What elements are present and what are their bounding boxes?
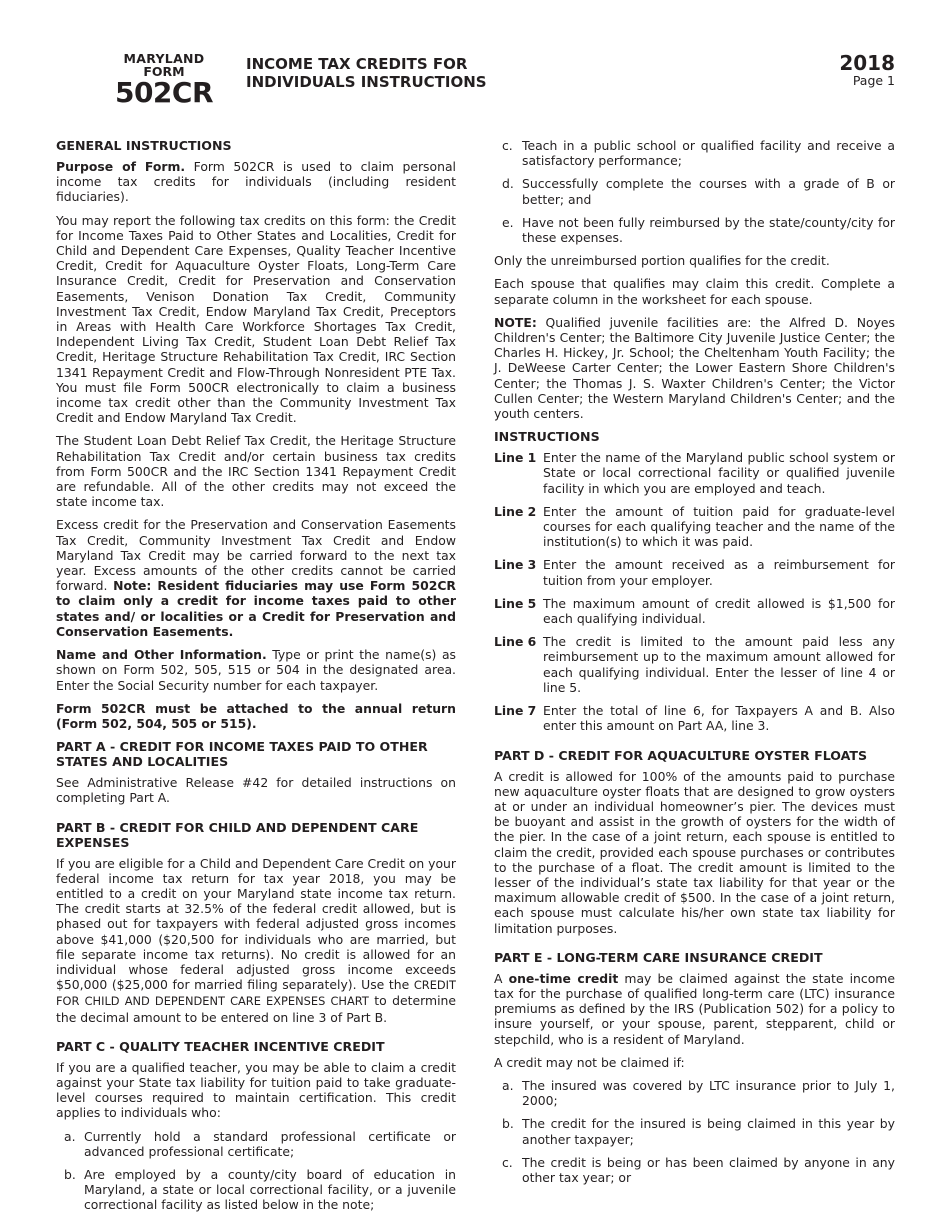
list-item: [56, 1167, 456, 1213]
instructions-heading: INSTRUCTIONS: [494, 429, 600, 445]
line-label: Line 6: [494, 634, 537, 650]
juvenile-facilities-note: [494, 315, 895, 421]
title-line-1: INCOME TAX CREDITS FOR: [246, 55, 468, 73]
chart-reference: CREDIT FOR CHILD AND DEPENDENT CARE EXPENSES CHART: [56, 978, 456, 1009]
name-info-label: Name and Other Information.: [56, 647, 267, 663]
fiduciary-note: Note: Resident fiduciaries may use Form 502CR to claim only a credit for income taxes paid to other states and/ or localities or a Credit for Preservation and Conservation Easements.: [56, 578, 456, 639]
list-item-text: The credit is being or has been claimed by anyone in any other tax year; or: [522, 1154, 895, 1185]
line-text: Enter the name of the Maryland public school system or State or local correctional facility or qualified juvenile facility in which you are employed and teach.: [543, 450, 895, 496]
part-a-heading: PART A - CREDIT FOR INCOME TAXES PAID TO OTHER STATES AND LOCALITIES: [56, 739, 428, 770]
line-label: Line 5: [494, 595, 537, 611]
list-item-text: The insured was covered by LTC insurance prior to July 1, 2000;: [522, 1077, 895, 1109]
part-e-text-start: A: [494, 970, 509, 986]
list-marker: b.: [502, 1116, 514, 1132]
part-c-intro: If you are a qualified teacher, you may be able to claim a credit against your State tax liability for tuition paid to take graduate-level courses required to maintain certification. This credit applies to individuals who:: [56, 1059, 456, 1121]
list-marker: d.: [502, 176, 514, 192]
note-label: NOTE:: [494, 314, 537, 330]
right-column: [494, 138, 895, 1193]
form-label: FORM: [143, 64, 185, 79]
list-marker: b.: [64, 1166, 76, 1182]
list-item-text: Have not been fully reimbursed by the state/county/city for these expenses.: [522, 214, 895, 246]
list-item: [56, 1129, 456, 1159]
purpose-text: Form 502CR is used to claim personal income tax credits for individuals (including resident fiduciaries).: [56, 159, 456, 205]
list-marker: a.: [64, 1128, 76, 1144]
list-item: [494, 1116, 895, 1146]
line-label: Line 2: [494, 503, 537, 519]
list-item-text: Are employed by a county/city board of education in Maryland, a state or local correctional facility, or a juvenile correctional facility as listed below in the note;: [84, 1166, 456, 1213]
general-instructions-heading: GENERAL INSTRUCTIONS: [56, 138, 232, 153]
part-e-text-rest: may be claimed against the state income tax for the purchase of qualified long-term care (LTC) insurance premiums as defined by the IRS (Publication 502) for a policy to insure yourself, or your spouse, parent, stepparent, child or stepchild, who is a resident of Maryland.: [494, 970, 895, 1047]
part-c-heading: PART C - QUALITY TEACHER INCENTIVE CREDIT: [56, 1038, 385, 1054]
line-label: Line 1: [494, 450, 537, 466]
part-a-text: See Administrative Release #42 for detailed instructions on completing Part A.: [56, 775, 456, 806]
list-marker: e.: [502, 214, 514, 230]
part-e-heading: PART E - LONG-TERM CARE INSURANCE CREDIT: [494, 949, 823, 965]
list-item: [494, 1155, 895, 1185]
one-time-credit-emphasis: one-time credit: [508, 970, 619, 986]
refundable-paragraph: The Student Loan Debt Relief Tax Credit, the Heritage Structure Rehabilitation Tax Credit and/or certain business tax credits from Form 500CR and the IRC Section 1341 Repayment Credit are refundable. All of the other credits may not exceed the state income tax.: [56, 433, 456, 510]
part-b-text: If you are eligible for a Child and Dependent Care Credit on your federal income tax return for tax year 2018, you may be entitled to a credit on your Maryland state income tax return. The credit starts at 32.5% of the federal credit allowed, but is phased out for taxpayers with federal adjusted gross incomes above $41,000 ($20,500 for individuals who are married, but file separate income tax returns). No credit is allowed for an individual whose federal adjusted gross income exceeds $50,000 ($25,000 for married filing separately). Use the: [56, 855, 456, 993]
line-text: The credit is limited to the amount paid less any reimbursement up to the maximum amount allowed for each qualifying individual. Enter the lesser of line 4 or line 5.: [543, 634, 895, 695]
line-instruction: [494, 504, 895, 550]
list-marker: a.: [502, 1077, 514, 1093]
part-b-paragraph: [56, 856, 456, 1025]
list-item-text: The credit for the insured is being claimed in this year by another taxpayer;: [522, 1116, 895, 1147]
part-b-heading: PART B - CREDIT FOR CHILD AND DEPENDENT CARE EXPENSES: [56, 819, 419, 850]
tax-year: 2018: [839, 51, 895, 75]
part-d-heading: PART D - CREDIT FOR AQUACULTURE OYSTER FLOATS: [494, 747, 868, 763]
line-label: Line 3: [494, 557, 537, 573]
part-e-paragraph: [494, 971, 895, 1047]
line-instruction: [494, 703, 895, 733]
state-label: MARYLAND: [123, 51, 205, 66]
title-line-2: INDIVIDUALS INSTRUCTIONS: [246, 73, 487, 91]
line-instruction: [494, 596, 895, 626]
line-label: Line 7: [494, 703, 537, 719]
page-number: Page 1: [852, 73, 895, 88]
line-instruction: [494, 634, 895, 695]
attach-note: Form 502CR must be attached to the annual return (Form 502, 504, 505 or 515).: [56, 700, 456, 731]
spouse-note: Each spouse that qualifies may claim this credit. Complete a separate column in the worksheet for each spouse.: [494, 276, 895, 307]
line-instruction: [494, 557, 895, 587]
line-text: The maximum amount of credit allowed is $1,500 for each qualifying individual.: [543, 595, 895, 627]
excess-text: Excess credit for the Preservation and Conservation Easements Tax Credit, Community Investment Tax Credit and Endow Maryland Tax Credit may be carried forward to the next tax year. Excess amounts of the other credits cannot be carried forward.: [56, 517, 456, 594]
part-b-text-end: to determine the decimal amount to be entered on line 3 of Part B.: [56, 993, 456, 1025]
note-text: Qualified juvenile facilities are: the Alfred D. Noyes Children's Center; the Baltimore City Juvenile Justice Center; the Charles H. Hickey, Jr. School; the Cheltenham Youth Facility; the J. DeWeese Carter Center; the Lower Eastern Shore Children's Center; the Thomas J. S. Waxter Children's Center; the Victor Cullen Center; the Western Maryland Children's Center; and the youth centers.: [494, 314, 895, 422]
name-info-text: Type or print the name(s) as shown on Form 502, 505, 515 or 504 in the designated area. Enter the Social Security number for each taxpayer.: [56, 647, 456, 693]
list-item-text: Successfully complete the courses with a grade of B or better; and: [522, 176, 895, 207]
list-item: [494, 176, 895, 206]
list-item-text: Currently hold a standard professional certificate or advanced professional certificate;: [84, 1128, 456, 1159]
excess-credit-paragraph: [56, 517, 456, 639]
part-c-criteria-list-left: [56, 1129, 456, 1213]
credits-list-paragraph: You may report the following tax credits on this form: the Credit for Income Taxes Paid to Other States and Localities, Credit for Child and Dependent Care Expenses, Quality Teacher Incentive Credit, Credit for Aquaculture Oyster Floats, Long-Term Care Insurance Credit, Credit for Preservation and Conservation Easements, Venison Donation Tax Credit, Community Investment Tax Credit, Endow Maryland Tax Credit, Preceptors in Areas with Health Care Workforce Shortages Tax Credit, Independent Living Tax Credit, Student Loan Debt Relief Tax Credit, Heritage Structure Rehabilitation Tax Credit, IRC Section 1341 Repayment Credit and Flow-Through Nonresident PTE Tax. You must file Form 500CR electronically to claim a business income tax credit other than the Community Investment Tax Credit and Endow Maryland Tax Credit.: [56, 212, 456, 426]
form-number: 502CR: [114, 76, 214, 109]
not-claimed-intro: A credit may not be claimed if:: [494, 1054, 685, 1070]
left-column: [56, 138, 456, 1221]
name-info-paragraph: [56, 647, 456, 693]
year-block: [839, 52, 895, 88]
form-id-block: [112, 52, 216, 108]
part-d-text: A credit is allowed for 100% of the amounts paid to purchase new aquaculture oyster floats that are designed to grow oysters at or under an individual homeowner’s pier. The devices must be buoyant and assist in the growth of oysters for the width of the pier. In the case of a joint return, each spouse is entitled to claim the credit, provided each spouse purchases or contributes to the purchase of a float. The credit amount is limited to the lesser of the individual’s state tax liability for that year or the maximum allowable credit of $500. In the case of a joint return, each spouse must calculate his/her own state tax liability for limitation purposes.: [494, 768, 895, 936]
part-e-exclusions-list: [494, 1078, 895, 1185]
purpose-paragraph: [56, 159, 456, 205]
list-marker: c.: [502, 138, 513, 153]
page-title: [246, 55, 487, 91]
purpose-label: Purpose of Form.: [56, 159, 186, 174]
list-item-text: Teach in a public school or qualified facility and receive a satisfactory performance;: [522, 138, 895, 169]
list-item: [494, 215, 895, 245]
line-text: Enter the amount of tuition paid for graduate-level courses for each qualifying teacher and the name of the institution(s) to which it was paid.: [543, 503, 895, 550]
unreimbursed-note: Only the unreimbursed portion qualifies for the credit.: [494, 253, 830, 269]
list-item: [494, 1078, 895, 1108]
line-instruction: [494, 450, 895, 496]
list-marker: c.: [502, 1154, 513, 1170]
line-text: Enter the amount received as a reimbursement for tuition from your employer.: [543, 557, 895, 588]
part-c-criteria-list-right: [494, 138, 895, 245]
list-item: [494, 138, 895, 168]
line-text: Enter the total of line 6, for Taxpayers A and B. Also enter this amount on Part AA, line 3.: [543, 703, 895, 734]
